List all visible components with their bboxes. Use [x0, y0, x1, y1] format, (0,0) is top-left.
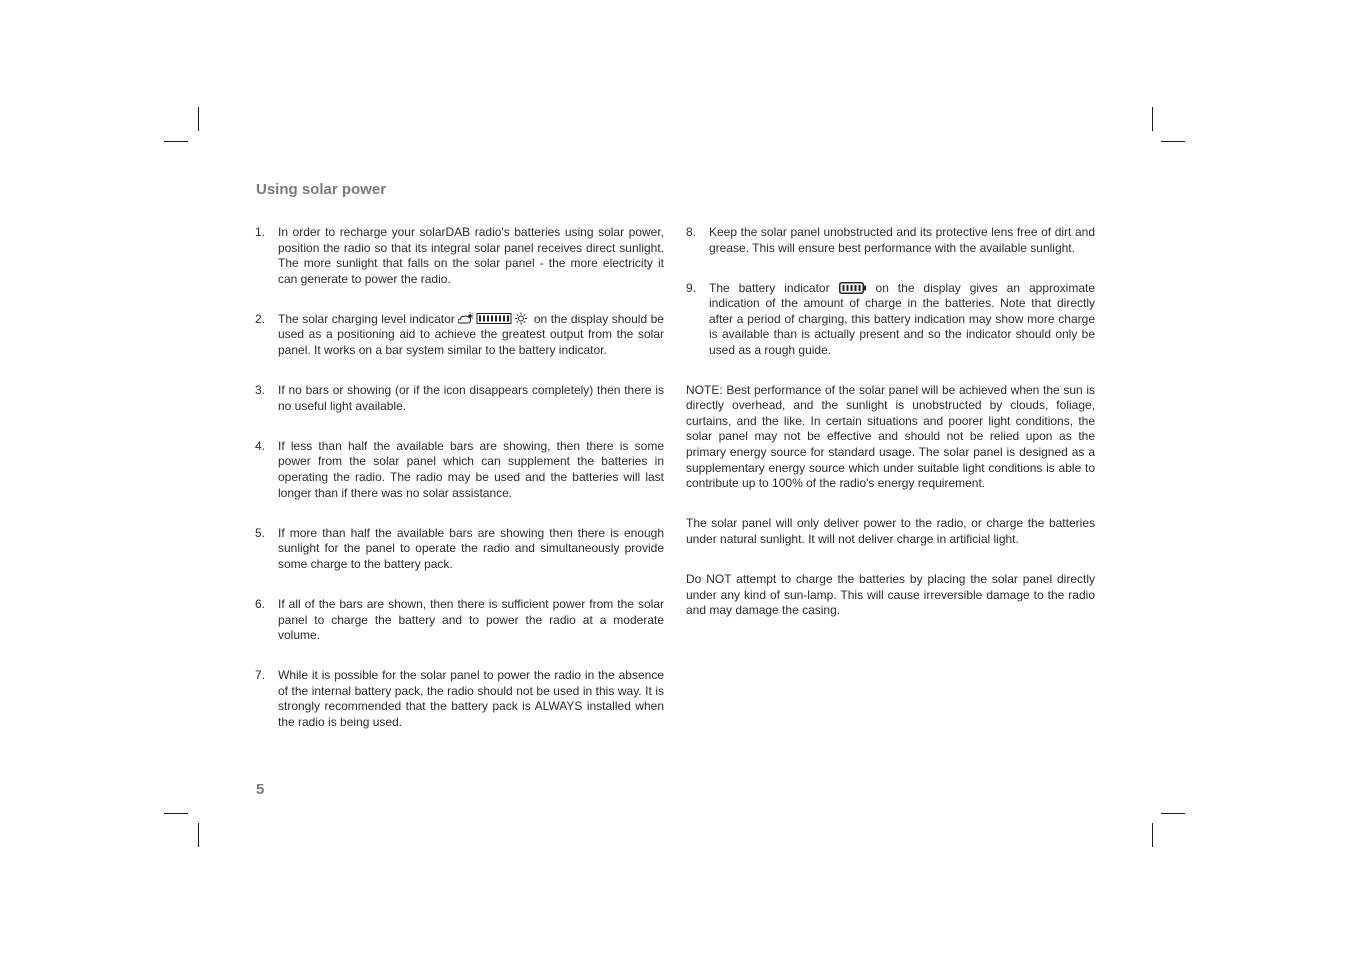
battery-indicator-icon [839, 282, 867, 294]
right-column [686, 225, 1095, 643]
crop-mark [164, 813, 188, 814]
item-number: 2. [255, 311, 266, 326]
item-number: 9. [686, 280, 697, 295]
item-text: The solar charging level indicator [278, 311, 455, 326]
item-number: 6. [255, 597, 266, 611]
note-paragraph: NOTE: Best performance of the solar panel will be achieved when the sun is directly overhead, and the sunlight is unobstructed by clouds, foliage, curtains, and the like. In certain situations and poorer light conditions, the solar panel may not be effective and should not be relied upon as the primary energy source for standard usage. The solar panel is designed as a supplementary energy source which under suitable light conditions is able to contribute up to 100% of the radio's energy requirement. [686, 382, 1095, 491]
item-text: While it is possible for the solar panel to power the radio in the absence of the internal battery pack, the radio should not be used in this way. It is strongly recommended that the battery pack is ALWAYS installed when the radio is being used. [278, 668, 664, 730]
item-number: 7. [255, 668, 266, 683]
solar-charging-indicator-icon [458, 312, 530, 325]
list-item [686, 281, 1095, 359]
list-item [686, 225, 1095, 256]
list-item [255, 526, 664, 573]
item-number: 3. [255, 383, 266, 398]
left-column [255, 225, 664, 755]
item-text: If all of the bars are shown, then there is sufficient power from the solar panel to charge the battery and to power the radio at a moderate volume. [278, 597, 664, 643]
list-item [255, 225, 664, 287]
item-text: If no bars or showing (or if the icon disappears completely) then there is no useful light available. [278, 383, 664, 413]
list-item [255, 668, 664, 730]
crop-mark [198, 823, 199, 847]
item-text: Keep the solar panel unobstructed and its protective lens free of dirt and grease. This will ensure best performance with the available sunlight. [709, 225, 1095, 255]
list-item [255, 383, 664, 414]
warning-paragraph: Do NOT attempt to charge the batteries by placing the solar panel directly under any kind of sun-lamp. This will cause irreversible damage to the radio and may damage the casing. [686, 572, 1095, 618]
item-number: 1. [255, 225, 266, 239]
list-item [255, 312, 664, 359]
page-title: Using solar power [256, 181, 387, 198]
item-text: on the display gives an approximate indication of the amount of charge in the batteries. Note that directly after a period of charging, this battery indication may show more charge is available than is actually present and so the indicator should only be used as a rough guide. [709, 280, 1096, 358]
item-number: 8. [686, 225, 697, 239]
list-item [255, 439, 664, 501]
crop-mark [1161, 813, 1185, 814]
page-number: 5 [256, 781, 265, 798]
item-text: on the display should be used as a positioning aid to achieve the greatest output from the solar panel. It works on a bar system similar to the battery indicator. [278, 311, 664, 358]
item-text: If more than half the available bars are showing then there is enough sunlight for the panel to operate the radio and simultaneously provide some charge to the battery pack. [278, 525, 664, 571]
body-paragraph: The solar panel will only deliver power to the radio, or charge the batteries under natural sunlight. It will not deliver charge in artificial light. [686, 516, 1095, 546]
crop-mark [1152, 823, 1153, 847]
crop-mark [1161, 141, 1185, 142]
item-text: The battery indicator [709, 280, 830, 295]
item-number: 4. [255, 438, 266, 453]
crop-mark [164, 141, 188, 142]
crop-mark [1152, 107, 1153, 131]
crop-mark [198, 107, 199, 131]
item-text: If less than half the available bars are showing, then there is some power from the solar panel which can supplement the batteries in operating the radio. The radio may be used and the batteries will last longer than if there was no solar assistance. [278, 438, 664, 500]
list-item [255, 597, 664, 644]
item-number: 5. [255, 525, 266, 540]
item-text: In order to recharge your solarDAB radio's batteries using solar power, position the radio so that its integral solar panel receives direct sunlight. The more sunlight that falls on the solar panel - the more electricity it can generate to power the radio. [278, 225, 664, 286]
